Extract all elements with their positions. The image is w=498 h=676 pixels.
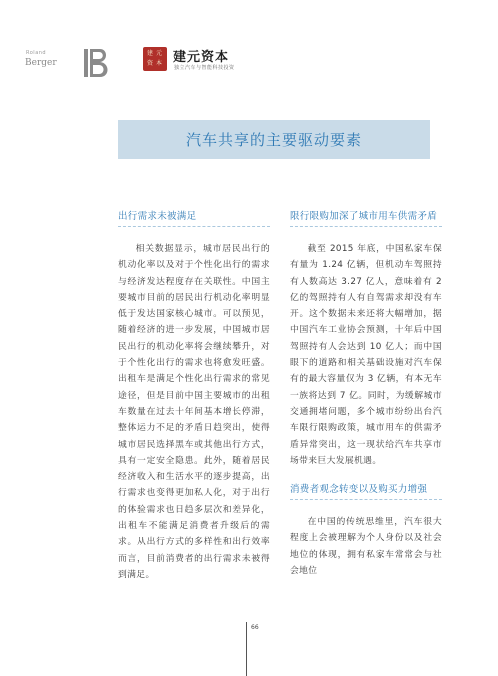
seal-char: 本 <box>156 60 163 67</box>
heading-travel-demand: 出行需求未被满足 <box>118 211 197 222</box>
seal-char: 资 <box>147 60 154 67</box>
roland-berger-logo <box>22 46 112 80</box>
logo-subtitle: 独立汽车与智能科技投资 <box>174 65 235 71</box>
heading-consumer-change: 消费者观念转变以及购买力增强 <box>290 484 428 496</box>
seal-char: 建 <box>147 50 154 57</box>
logo-title: 建元资本 <box>173 50 230 65</box>
paragraph-consumer-change: 在中国的传统思维里，汽车很大程度上会被理解为个人身份以及社会地位的体现，拥有私家车常常会与社会地位 <box>290 517 442 577</box>
paragraph-restrictions: 截至 2015 年底，中国私家车保有量为 1.24 亿辆，但机动车驾照持有人数高达 3.27 亿人，意味着有 2 亿的驾照持有人有自驾需求却没有车开。这个数据未来还将大幅增加，据中国汽车工业协会预测，十年后中国驾照持有人会达到 10 亿人；而中国眼下的道路和相关基础设施对汽车保有的最大容量仅为 3 亿辆，有本无车一族将达到 7 亿。同时，为缓解城市交通拥堵问题，多个城市纷纷出台汽车限行限购政策，城市用车的供需矛盾异常突出，这一现状给汽车共享市场带来巨大发展机遇。 <box>290 244 442 466</box>
logo-small-text: Roland <box>26 50 47 56</box>
footer-divider <box>246 622 247 676</box>
seal-char: 元 <box>156 50 163 57</box>
heading-divider <box>290 226 442 227</box>
page-number: 66 <box>251 624 259 631</box>
section-banner <box>118 120 430 159</box>
paragraph-travel-demand: 相关数据显示，城市居民出行的机动化率以及对于个性化出行的需求与经济发达程度存在关联性。中国主要城市目前的居民出行机动化率明显低于发达国家核心城市。可以预见，随着经济的进一步发展，中国城市居民出行的机动化率将会继续攀升，对于个性化出行的需求也将愈发旺盛。出租车是满足个性化出行需求的常见途径，但是目前中国主要城市的出租车数量在过去十年间基本增长停滞，整体运力不足的矛盾日趋突出，使得城市居民选择黑车或其他出行方式，具有一定安全隐患。此外，随着居民经济收入和生活水平的逐步提高，出行需求也变得更加私人化，对于出行的体验需求也日趋多层次和差异化，出租车不能满足消费者升级后的需求。从出行方式的多样性和出行效率而言，目前消费者的出行需求未被得到满足。 <box>118 244 270 580</box>
b-mark-icon <box>82 48 116 78</box>
left-column <box>118 210 270 583</box>
heading-restrictions: 限行限购加深了城市用车供需矛盾 <box>290 211 438 222</box>
jianyuan-capital-logo <box>143 44 263 80</box>
right-column <box>290 210 442 579</box>
heading-divider <box>118 226 270 227</box>
section-title: 汽车共享的主要驱动要素 <box>185 131 362 149</box>
consumer-section <box>290 483 442 579</box>
logo-name-text: Berger <box>25 58 57 68</box>
seal-icon <box>143 47 167 71</box>
heading-divider <box>290 499 442 500</box>
